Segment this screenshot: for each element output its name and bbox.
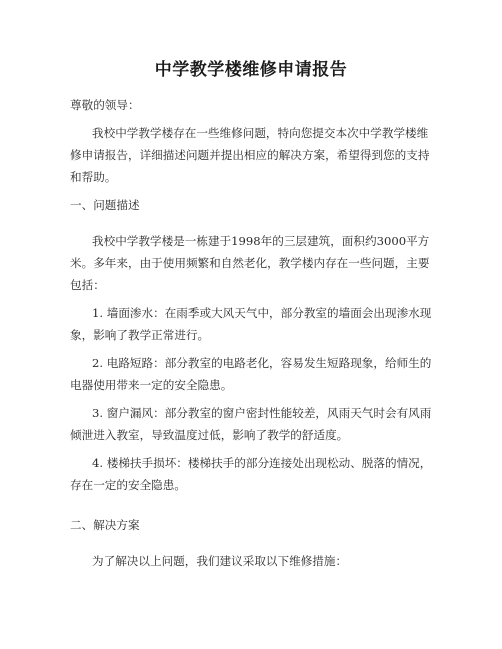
document-title: 中学教学楼维修申请报告 (154, 60, 348, 80)
salutation: 尊敬的领导： (70, 98, 140, 112)
issue-item-2: 2. 电路短路：部分教室的电路老化，容易发生短路现象，给师生的电器使用带来一定的安全隐患。 (70, 356, 432, 392)
section-2-body: 为了解决以上问题，我们建议采取以下维修措施： (92, 554, 348, 568)
section-2-heading: 二、解决方案 (70, 518, 140, 532)
issue-item-1: 1. 墙面渗水：在雨季或大风天气中，部分教室的墙面会出现渗水现象，影响了教学正常进行。 (70, 306, 432, 342)
issue-item-3: 3. 窗户漏风：部分教室的窗户密封性能较差，风雨天气时会有风雨倾泄进入教室，导致温度过低，影响了教学的舒适度。 (70, 406, 432, 442)
issue-item-4: 4. 楼梯扶手损坏：楼梯扶手的部分连接处出现松动、脱落的情况，存在一定的安全隐患。 (70, 456, 432, 492)
intro-paragraph: 我校中学教学楼存在一些维修问题，特向您提交本次中学教学楼维修申请报告，详细描述问题并提出相应的解决方案，希望得到您的支持和帮助。 (70, 126, 430, 184)
section-1-body: 我校中学教学楼是一栋建于1998年的三层建筑，面积约3000平方米。多年来，由于使用频繁和自然老化，教学楼内存在一些问题，主要包括： (70, 234, 430, 292)
section-1-heading: 一、问题描述 (70, 198, 140, 212)
